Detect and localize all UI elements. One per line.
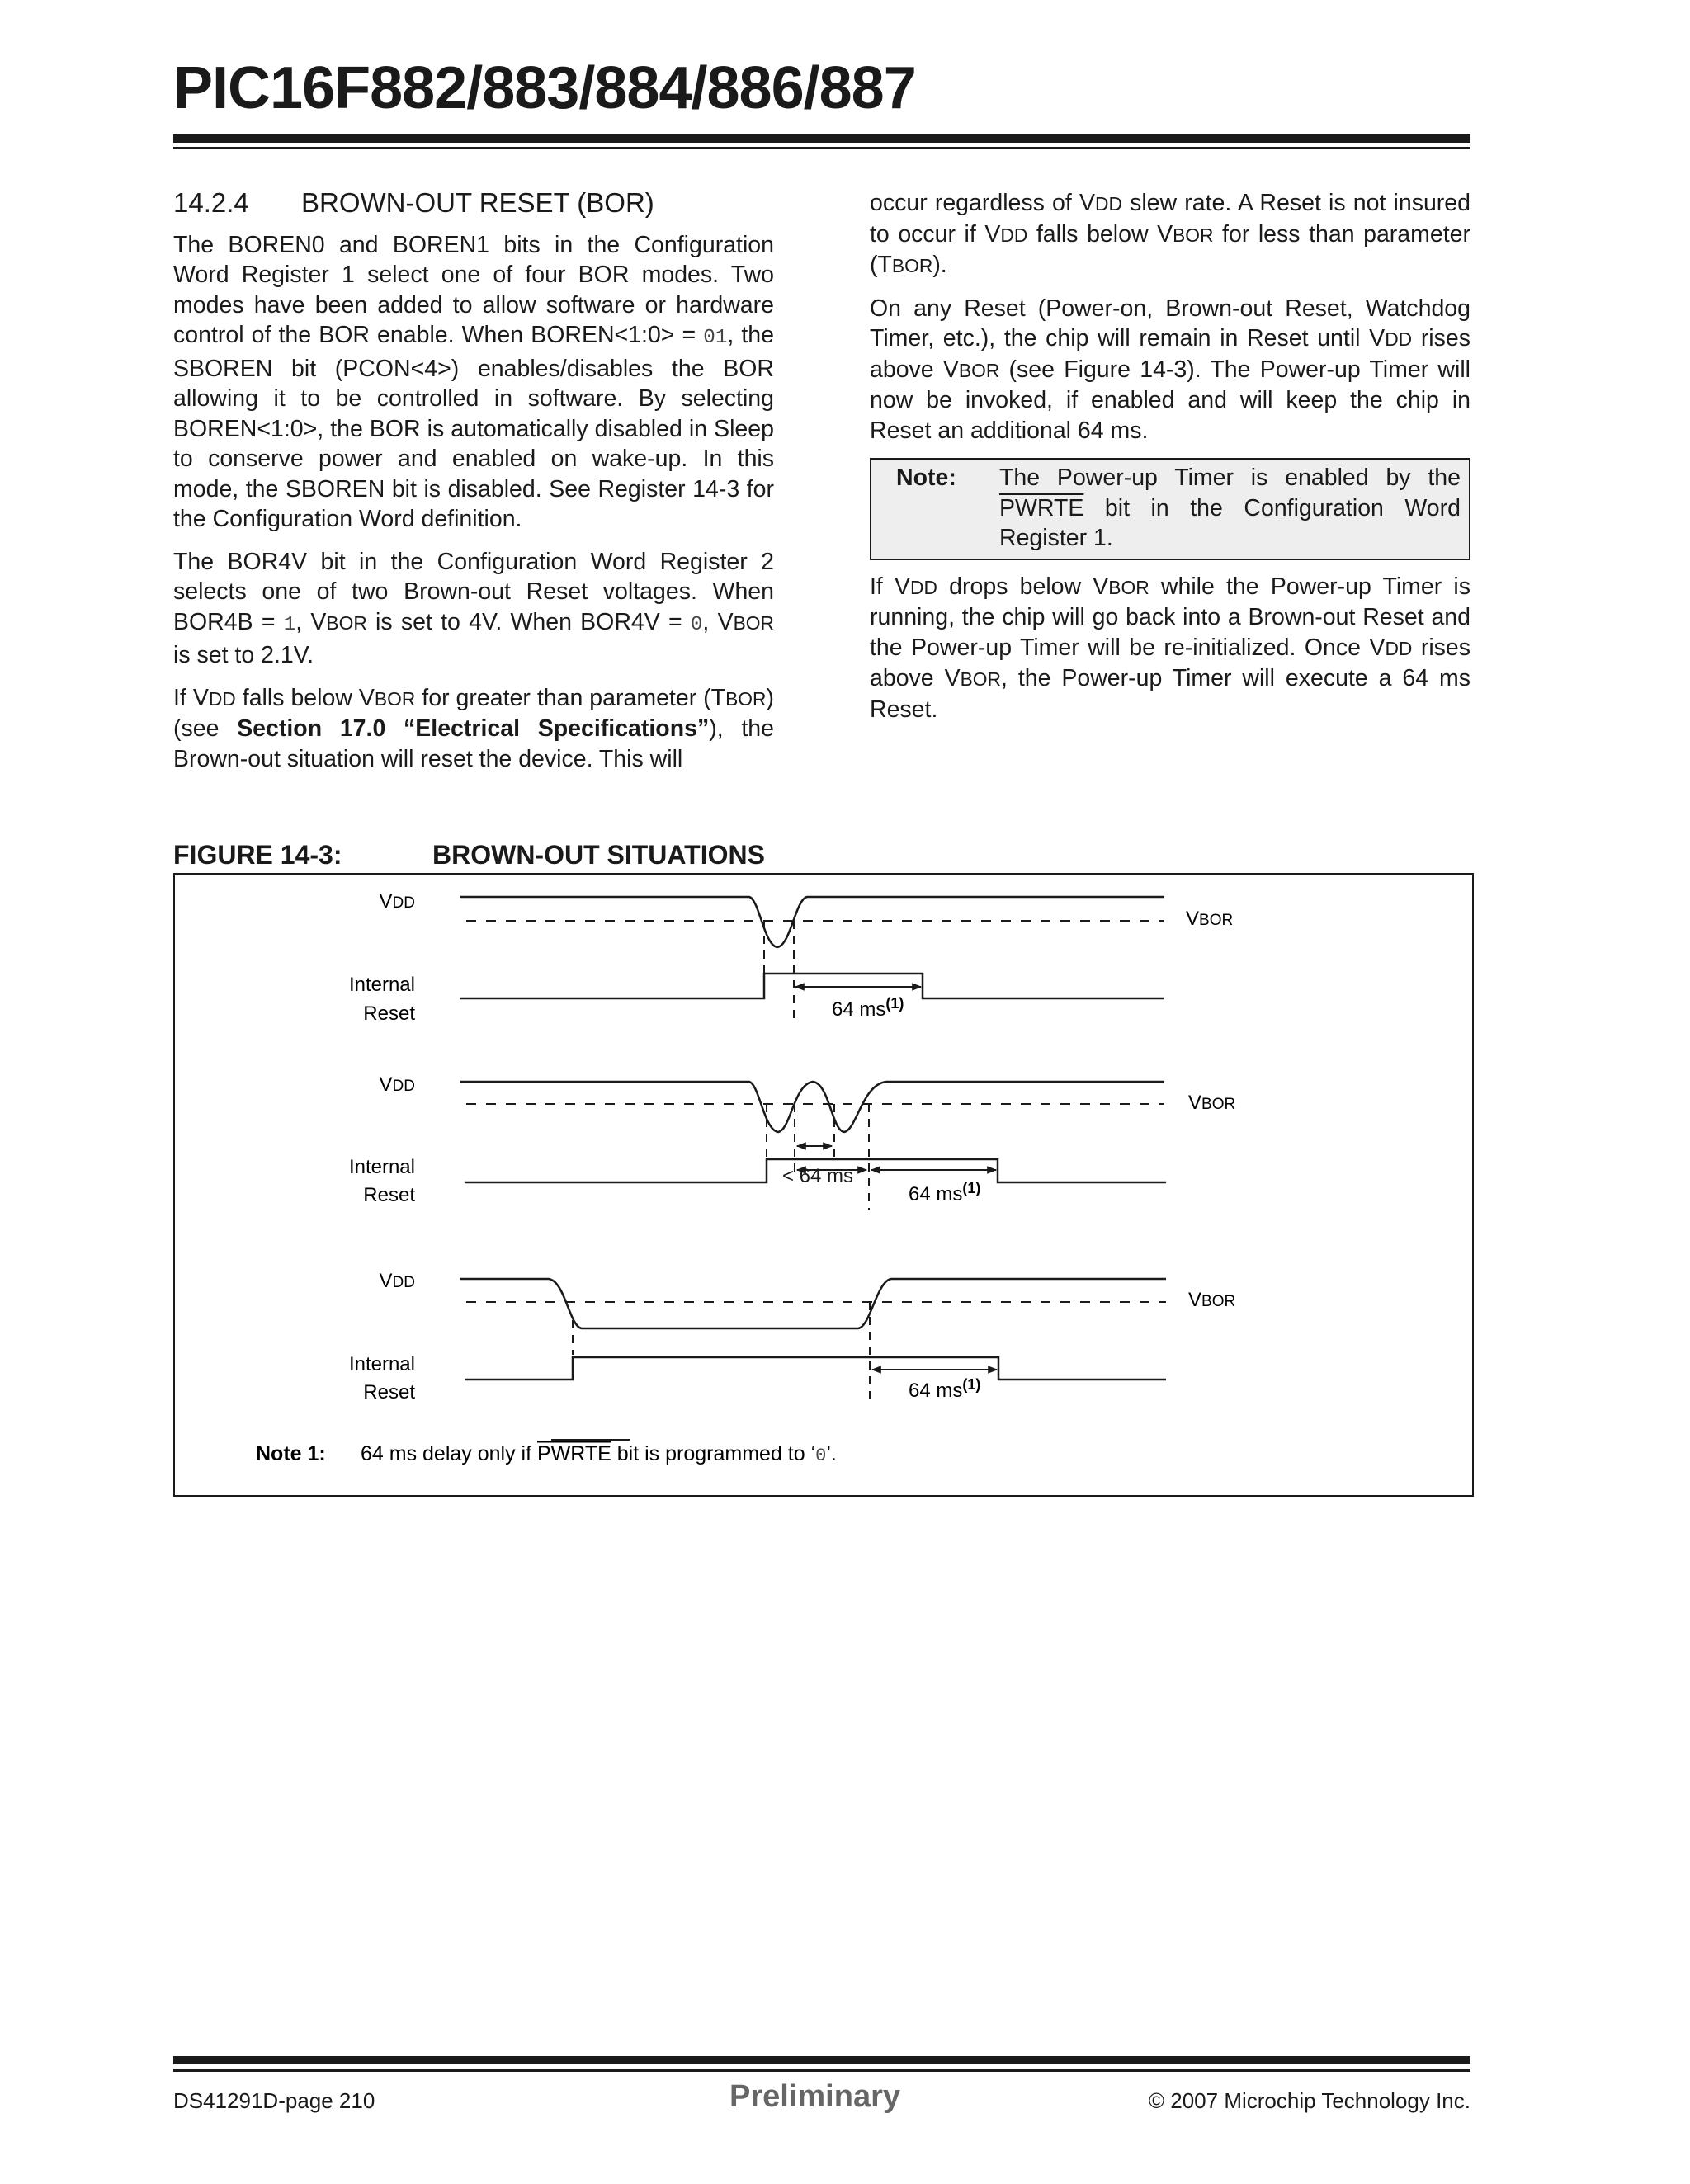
vdd-waveform-2	[460, 1082, 1164, 1132]
vbor-label-3: VBOR	[1188, 1289, 1236, 1311]
vdd-label-1: VDD	[379, 890, 415, 913]
footer-rule-thick	[173, 2056, 1470, 2064]
section-title: BROWN-OUT RESET (BOR)	[301, 187, 654, 218]
figure-title: BROWN-OUT SITUATIONS	[432, 840, 765, 870]
note-label: Note:	[896, 465, 956, 491]
paragraph-slew-rate: occur regardless of VDD slew rate. A Reset is not insured to occur if VDD falls below VBOR for less than parameter (TBOR).	[870, 190, 1470, 278]
figure-label: FIGURE 14-3:	[173, 840, 342, 870]
figure-note-text: 64 ms delay only if PWRTE bit is programmed to ‘0’.	[361, 1442, 837, 1466]
delay-label-3: 64 $ms^{(1)}$	[909, 1376, 981, 1402]
footer-rule-thin	[173, 2069, 1470, 2072]
delay-label-2: 64 $ms^{(1)}$	[909, 1180, 981, 1205]
vdd-label-3: VDD	[379, 1270, 415, 1292]
figure-note-label: Note 1:	[256, 1442, 326, 1465]
paragraph-vdd-drops: If VDD drops below VBOR while the Power-up Timer is running, the chip will go back into a Brown-out Reset and the Power-up Timer will be re-initialized. Once VDD rises above VBOR, the Power-up Timer will execute a 64 ms Reset.	[870, 573, 1471, 723]
vdd-label-2: VDD	[379, 1073, 415, 1096]
reset-waveform-3	[465, 1357, 1166, 1380]
reset-label-3: Reset	[363, 1381, 415, 1403]
paragraph-bor4v: The BOR4V bit in the Configuration Word Register 2 selects one of two Brown-out Reset voltages. When BOR4B = 1, VBOR is set to 4V. When BOR4V = 0, VBOR is set to 2.1V.	[173, 548, 774, 668]
vdd-waveform-1	[460, 897, 1164, 947]
internal-label-1: Internal	[348, 974, 415, 996]
footer-copyright: © 2007 Microchip Technology Inc.	[1148, 2088, 1470, 2113]
vbor-label-1: VBOR	[1186, 908, 1234, 930]
reset-label-1: Reset	[363, 1002, 415, 1025]
vbor-label-2: VBOR	[1188, 1092, 1236, 1114]
paragraph-any-reset: On any Reset (Power-on, Brown-out Reset, Watchdog Timer, etc.), the chip will remain in Reset until VDD rises above VBOR (see Figure 14-3). The Power-up Timer will now be invoked, if enabled and will keep the chip in Reset an additional 64 ms.	[870, 295, 1470, 444]
note-text: The Power-up Timer is enabled by the PWRTE bit in the Configuration Word Register 1.	[999, 465, 1461, 551]
footer-page-ref: DS41291D-page 210	[173, 2088, 375, 2113]
reset-label-2: Reset	[363, 1184, 415, 1206]
footer-preliminary: Preliminary	[729, 2079, 900, 2114]
section-link[interactable]: Section 17.0 “Electrical Specifications”	[237, 715, 710, 742]
vdd-waveform-3	[460, 1279, 1166, 1328]
internal-label-2: Internal	[348, 1156, 415, 1178]
short-delay-label-2: < 64 ms	[782, 1165, 854, 1187]
internal-label-3: Internal	[348, 1353, 415, 1375]
paragraph-boren: The BOREN0 and BOREN1 bits in the Configuration Word Register 1 select one of four BOR modes. Two modes have been added to allow software or hardware control of the BOR enable. When BOREN<1:0> = 01, the SBOREN bit (PCON<4>) enables/disables the BOR allowing it to be controlled in software. By selecting BOREN<1:0>, the BOR is automatically disabled in Sleep to conserve power and enabled on wake-up. In this mode, the SBOREN bit is disabled. See Register 14-3 for the Configuration Word definition.	[173, 231, 774, 532]
document-title: PIC16F882/883/884/886/887	[173, 55, 916, 121]
paragraph-vdd-falls: If VDD falls below VBOR for greater than parameter (TBOR) (see Section 17.0 “Electrical Specifications”), the Brown-out situation will reset the device. This will	[173, 684, 774, 772]
section-number: 14.2.4	[173, 187, 249, 218]
delay-label-1: 64 $ms^{(1)}$	[832, 995, 904, 1021]
